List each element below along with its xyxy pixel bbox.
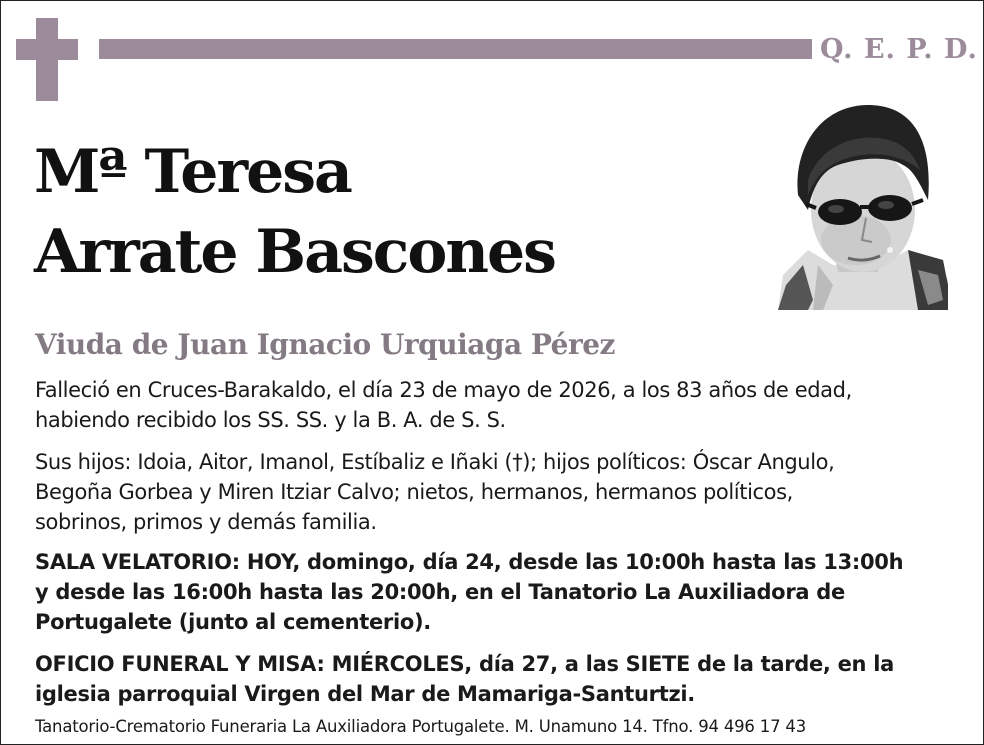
funeral-line: OFICIO FUNERAL Y MISA: MIÉRCOLES, día 27, a las SIETE de la tarde, en la: [35, 652, 894, 676]
family-paragraph: [35, 447, 950, 537]
deceased-name: [34, 132, 555, 292]
name-line-1: Mª Teresa: [34, 137, 351, 207]
family-line: Begoña Gorbea y Miren Itziar Calvo; nietos, hermanos, hermanos políticos,: [35, 480, 793, 504]
funeral-home-footer: Tanatorio-Crematorio Funeraria La Auxiliadora Portugalete. M. Unamuno 14. Tfno. 94 496 17 43: [35, 717, 807, 736]
wake-line: Portugalete (junto al cementerio).: [35, 610, 431, 634]
rip-label: Q. E. P. D.: [820, 34, 978, 65]
death-notice-paragraph: [35, 375, 950, 435]
wake-line: y desde las 16:00h hasta las 20:00h, en el Tanatorio La Auxiliadora de: [35, 580, 845, 604]
family-line: Sus hijos: Idoia, Aitor, Imanol, Estíbaliz e Iñaki (†); hijos políticos: Óscar Angulo,: [35, 450, 835, 474]
name-line-2: Arrate Bascones: [34, 217, 555, 287]
portrait-photo: [778, 100, 948, 310]
funeral-paragraph: [35, 649, 950, 709]
death-notice-line: Falleció en Cruces-Barakaldo, el día 23 de mayo de 2026, a los 83 años de edad,: [35, 378, 852, 402]
death-notice-line: habiendo recibido los SS. SS. y la B. A. de S. S.: [35, 408, 506, 432]
wake-line: SALA VELATORIO: HOY, domingo, día 24, desde las 10:00h hasta las 13:00h: [35, 550, 904, 574]
wake-paragraph: [35, 547, 950, 637]
funeral-line: iglesia parroquial Virgen del Mar de Mamariga-Santurtzi.: [35, 682, 695, 706]
widow-of-line: Viuda de Juan Ignacio Urquiaga Pérez: [35, 328, 615, 361]
header-rule: [99, 39, 812, 59]
family-line: sobrinos, primos y demás familia.: [35, 510, 377, 534]
